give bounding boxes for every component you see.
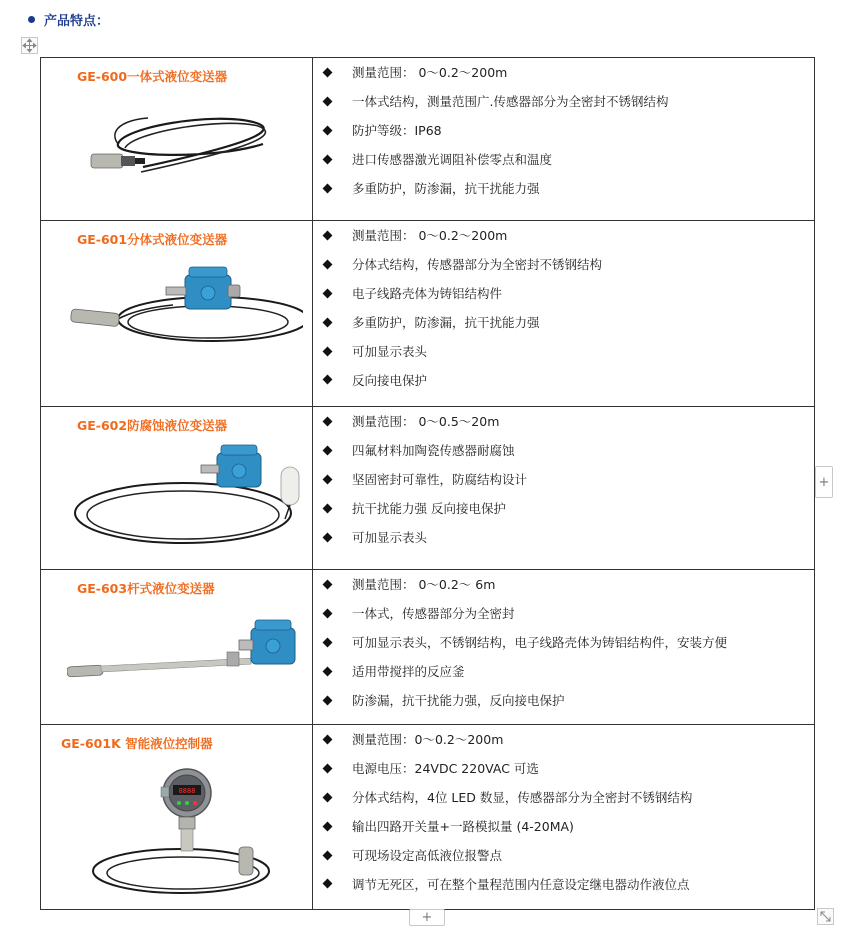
feature-text: 测量范围： 0～0.2～200m xyxy=(352,65,508,81)
feature-text: 反向接电保护 xyxy=(352,372,428,388)
feature-item xyxy=(313,841,814,870)
feature-list xyxy=(313,407,814,551)
feature-text: 可现场设定高低液位报警点 xyxy=(352,848,503,863)
diamond-bullet-icon xyxy=(323,638,332,647)
feature-item xyxy=(313,657,814,686)
feature-text: 分体式结构，传感器部分为全密封不锈钢结构 xyxy=(352,257,603,273)
diamond-bullet-icon xyxy=(323,851,332,860)
section-title: 产品特点： xyxy=(44,13,110,29)
feature-item xyxy=(313,87,814,116)
product-title: GE-600一体式液位变送器 xyxy=(77,69,228,84)
feature-item xyxy=(313,279,814,308)
product-row xyxy=(41,221,815,407)
feature-item xyxy=(313,754,814,783)
feature-list xyxy=(313,725,814,898)
bullet-dot-icon xyxy=(28,16,35,23)
feature-item xyxy=(313,523,814,552)
product-row xyxy=(41,570,815,725)
feature-item xyxy=(313,494,814,523)
feature-item xyxy=(313,465,814,494)
product-image-cell xyxy=(41,570,313,725)
anticorrosion-transmitter-image xyxy=(63,439,303,561)
feature-text: 多重防护，防渗漏，抗干扰能力强 xyxy=(352,181,540,196)
diamond-bullet-icon xyxy=(323,580,332,589)
diamond-bullet-icon xyxy=(323,735,332,744)
smart-controller-image xyxy=(91,763,281,902)
feature-item xyxy=(313,116,814,145)
feature-text: 测量范围： 0～0.2～ 6m xyxy=(352,577,496,593)
feature-item xyxy=(313,337,814,366)
feature-item xyxy=(313,686,814,715)
feature-text: 适用带搅拌的反应釜 xyxy=(352,664,465,680)
rod-transmitter-image xyxy=(67,618,303,702)
feature-text: 坚固密封可靠性，防腐结构设计 xyxy=(352,472,528,488)
feature-text: 输出四路开关量+一路模拟量 (4-20MA) xyxy=(352,819,574,835)
feature-item xyxy=(313,725,814,754)
split-transmitter-image xyxy=(63,259,303,373)
feature-item xyxy=(313,812,814,841)
feature-text: 可加显示表头，不锈钢结构，电子线路壳体为铸铝结构件，安装方便 xyxy=(352,635,728,651)
diamond-bullet-icon xyxy=(323,417,332,426)
feature-text: 防护等级：IP68 xyxy=(352,123,442,139)
feature-text: 进口传感器激光调阻补偿零点和温度 xyxy=(352,152,553,168)
feature-item xyxy=(313,174,814,203)
diamond-bullet-icon xyxy=(323,764,332,773)
diamond-bullet-icon xyxy=(323,533,332,542)
diamond-bullet-icon xyxy=(323,446,332,455)
feature-item xyxy=(313,783,814,812)
diamond-bullet-icon xyxy=(323,184,332,193)
feature-text: 分体式结构，4位 LED 数显，传感器部分为全密封不锈钢结构 xyxy=(352,790,693,806)
diamond-bullet-icon xyxy=(323,822,332,831)
table-move-handle-icon[interactable] xyxy=(21,37,38,54)
diamond-bullet-icon xyxy=(323,504,332,513)
product-row xyxy=(41,407,815,570)
feature-text: 测量范围： 0～0.2～200m xyxy=(352,228,508,244)
feature-text: 测量范围：0～0.2～200m xyxy=(352,732,504,748)
feature-text: 调节无死区，可在整个量程范围内任意设定继电器动作液位点 xyxy=(352,876,690,892)
feature-text: 多重防护，防渗漏，抗干扰能力强 xyxy=(352,315,540,331)
feature-item xyxy=(313,58,814,87)
feature-item xyxy=(313,250,814,279)
product-title: GE-601K 智能液位控制器 xyxy=(61,736,213,751)
product-title: GE-601分体式液位变送器 xyxy=(77,232,228,247)
feature-cell xyxy=(313,221,815,407)
feature-cell xyxy=(313,570,815,725)
feature-list xyxy=(313,221,814,394)
feature-item xyxy=(313,869,814,898)
diamond-bullet-icon xyxy=(323,696,332,705)
feature-item xyxy=(313,145,814,174)
feature-list xyxy=(313,58,814,202)
diamond-bullet-icon xyxy=(323,475,332,484)
diamond-bullet-icon xyxy=(323,318,332,327)
diamond-bullet-icon xyxy=(323,347,332,356)
feature-list xyxy=(313,570,814,714)
diamond-bullet-icon xyxy=(323,609,332,618)
diamond-bullet-icon xyxy=(323,793,332,802)
add-row-button[interactable]: + xyxy=(409,909,445,926)
product-image-cell xyxy=(41,58,313,221)
feature-item xyxy=(313,365,814,394)
feature-text: 一体式结构，测量范围广.传感器部分为全密封不锈钢结构 xyxy=(352,94,669,110)
feature-text: 测量范围： 0～0.5～20m xyxy=(352,414,500,430)
feature-text: 防渗漏，抗干扰能力强，反向接电保护 xyxy=(352,693,565,708)
feature-text: 可加显示表头 xyxy=(352,344,428,359)
product-title: GE-602防腐蚀液位变送器 xyxy=(77,418,228,433)
section-header xyxy=(28,8,109,30)
feature-item xyxy=(313,570,814,599)
feature-item xyxy=(313,407,814,436)
svg-text:8888: 8888 xyxy=(178,787,196,795)
product-image-cell xyxy=(41,407,313,570)
feature-text: 抗干扰能力强 反向接电保护 xyxy=(352,501,506,517)
integrated-probe-image xyxy=(63,92,293,196)
diamond-bullet-icon xyxy=(323,231,332,240)
diamond-bullet-icon xyxy=(323,155,332,164)
feature-text: 四氟材料加陶瓷传感器耐腐蚀 xyxy=(352,443,515,459)
diamond-bullet-icon xyxy=(323,126,332,135)
feature-cell xyxy=(313,58,815,221)
diamond-bullet-icon xyxy=(323,97,332,106)
diamond-bullet-icon xyxy=(323,289,332,298)
product-title: GE-603杆式液位变送器 xyxy=(77,581,215,596)
feature-item xyxy=(313,599,814,628)
feature-item xyxy=(313,628,814,657)
feature-item xyxy=(313,436,814,465)
feature-cell xyxy=(313,725,815,910)
feature-text: 电源电压：24VDC 220VAC 可选 xyxy=(352,761,539,777)
table-resize-handle-icon[interactable] xyxy=(817,908,834,925)
diamond-bullet-icon xyxy=(323,667,332,676)
product-row xyxy=(41,725,815,910)
feature-cell xyxy=(313,407,815,570)
product-table xyxy=(40,57,815,910)
product-image-cell xyxy=(41,221,313,407)
feature-text: 电子线路壳体为铸铝结构件 xyxy=(352,286,503,302)
feature-item xyxy=(313,221,814,250)
feature-text: 一体式，传感器部分为全密封 xyxy=(352,606,515,622)
feature-item xyxy=(313,308,814,337)
diamond-bullet-icon xyxy=(323,375,332,384)
add-column-button[interactable]: + xyxy=(815,466,833,498)
diamond-bullet-icon xyxy=(323,260,332,269)
product-row xyxy=(41,58,815,221)
product-image-cell xyxy=(41,725,313,910)
feature-text: 可加显示表头 xyxy=(352,530,428,545)
diamond-bullet-icon xyxy=(323,879,332,888)
diamond-bullet-icon xyxy=(323,68,332,77)
